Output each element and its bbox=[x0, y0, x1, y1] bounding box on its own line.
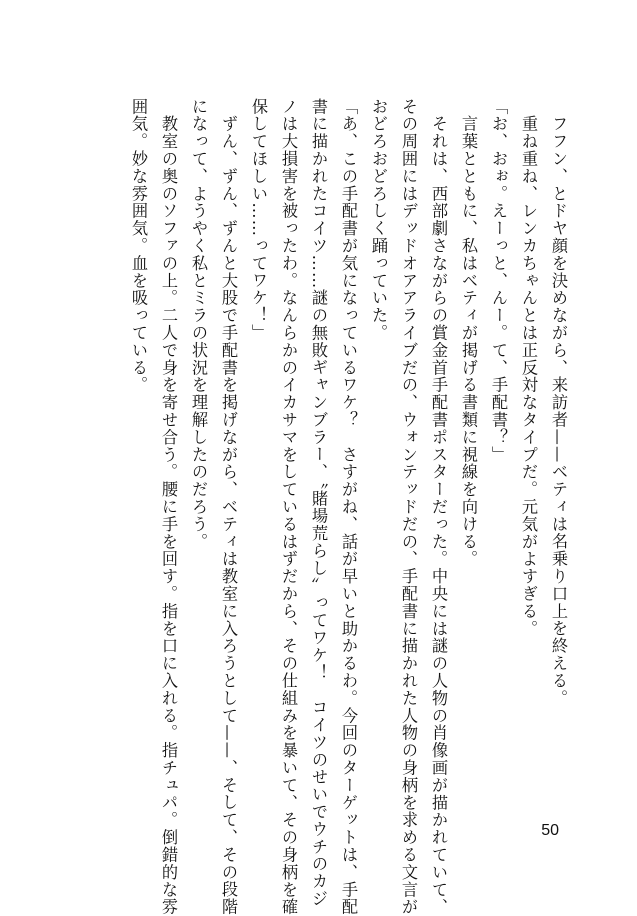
text-line: 書に描かれたコイツ……謎の無敗ギャンブラー、〝賭場荒らし〟ってワケ！ コイツのせいでウチのカジ bbox=[309, 98, 328, 908]
text-line: 言葉とともに、私はベティが掲げる書類に視線を向ける。 bbox=[459, 98, 478, 568]
text-line: フフン、とドヤ顔を決めながら、来訪者——ベティは名乗り口上を終える。 bbox=[549, 98, 568, 707]
text-line: 重ね重ね、レンカちゃんとは正反対なタイプだ。元気がよすぎる。 bbox=[519, 98, 538, 638]
text-line: になって、ようやく私とミラの状況を理解したのだろう。 bbox=[189, 98, 208, 551]
text-line: 保してほしい……ってワケ！」 bbox=[249, 98, 268, 342]
text-line: それは、西部劇さながらの賞金首手配書ポスターだった。中央には謎の人物の肖像画が描かれていて、 bbox=[429, 98, 448, 916]
text-line: 「お、おぉ。えーっと、んー。て、手配書？」 bbox=[489, 98, 508, 464]
text-line: ノは大損害を被ったわ。なんらかのイカサマをしているはずだから、その仕組みを暴いて、その身柄を確 bbox=[279, 98, 298, 916]
text-line: その周囲にはデッドオアアライブだの、ウォンテッドだの、手配書に描かれた人物の身柄を求める文言が bbox=[399, 98, 418, 916]
page-number: 50 bbox=[541, 822, 559, 839]
text-line: ずん、ずん、ずんと大股で手配書を掲げながら、ベティは教室に入ろうとして——、そして、その段階 bbox=[219, 98, 238, 916]
text-line: 教室の奥のソファの上。二人で身を寄せ合う。腰に手を回す。指を口に入れる。指チュパ。倒錯的な雰 bbox=[159, 98, 178, 916]
text-line: 囲気。妙な雰囲気。血を吸っている。 bbox=[129, 98, 148, 394]
text-line: 「あ、この手配書が気になっているワケ？ さすがね、話が早いと助かるわ。今回のターゲットは、手配 bbox=[339, 98, 358, 916]
text-line: おどろおどろしく踊っていた。 bbox=[369, 98, 388, 342]
